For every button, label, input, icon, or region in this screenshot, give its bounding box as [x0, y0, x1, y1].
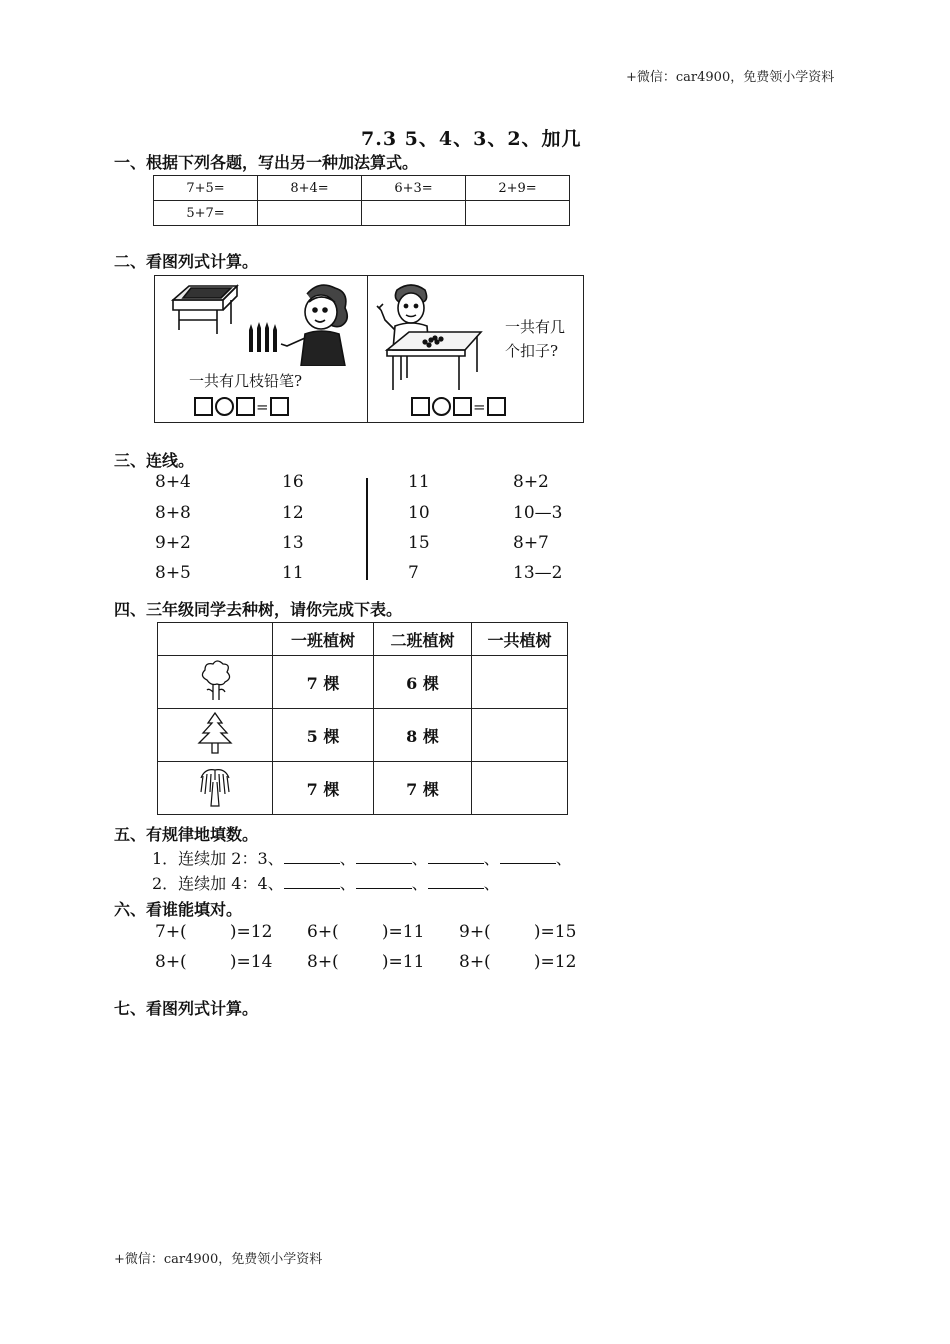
- table-header-row: [158, 623, 568, 656]
- tree-cell: [158, 656, 273, 709]
- desk-icon: [173, 286, 237, 334]
- sequence-line-1: [152, 846, 572, 869]
- picture-problem-box: [154, 275, 584, 423]
- header-cell: [158, 623, 273, 656]
- matching-item[interactable]: 7: [408, 563, 419, 583]
- table-cell: 7 棵: [273, 762, 374, 815]
- matching-item[interactable]: 8+7: [513, 533, 549, 553]
- section-7-heading: 七、看图列式计算。: [114, 999, 259, 1018]
- table-row: [158, 762, 568, 815]
- matching-item[interactable]: 8+8: [155, 503, 191, 523]
- answer-box[interactable]: [487, 397, 506, 416]
- watermark-top: +微信：car4900，免费领小学资料: [626, 70, 835, 85]
- equals-sign: =: [473, 397, 486, 416]
- table-cell: 5+7=: [154, 201, 258, 226]
- matching-item[interactable]: 10: [408, 503, 430, 523]
- table-row: [158, 656, 568, 709]
- matching-item[interactable]: 10—3: [513, 503, 563, 523]
- sequence-label: 2．连续加 4：4、: [152, 874, 284, 893]
- header-cell: 一班植树: [273, 623, 374, 656]
- fill-blank[interactable]: [356, 874, 412, 889]
- fill-equation[interactable]: 8+( )=12: [459, 952, 577, 972]
- matching-item[interactable]: 11: [282, 563, 304, 583]
- matching-item[interactable]: 13: [282, 533, 304, 553]
- addition-table: [153, 175, 570, 226]
- table-cell: 6+3=: [362, 176, 466, 201]
- fill-equation[interactable]: 8+( )=11: [307, 952, 425, 972]
- matching-item[interactable]: 8+5: [155, 563, 191, 583]
- fill-equation[interactable]: 8+( )=14: [155, 952, 273, 972]
- matching-item[interactable]: 11: [408, 472, 430, 492]
- answer-cell[interactable]: [472, 762, 568, 815]
- header-cell: 一共植树: [472, 623, 568, 656]
- answer-box[interactable]: [194, 397, 213, 416]
- sequence-line-2: [152, 871, 500, 894]
- table-cell: 8 棵: [374, 709, 472, 762]
- section-1-heading: 一、根据下列各题，写出另一种加法算式。: [114, 153, 419, 172]
- grandma-buttons-picture: [373, 280, 493, 392]
- desk-pencils-girl-picture: [169, 280, 359, 366]
- section-5-heading: 五、有规律地填数。: [114, 825, 259, 844]
- table-cell: 7+5=: [154, 176, 258, 201]
- answer-cell[interactable]: [472, 709, 568, 762]
- matching-divider: [366, 478, 368, 580]
- answer-box[interactable]: [236, 397, 255, 416]
- fill-blank[interactable]: [356, 849, 412, 864]
- table-cell: 7 棵: [273, 656, 374, 709]
- table-row: [158, 709, 568, 762]
- page-title: 7.3 5、4、3、2、加几: [361, 128, 582, 150]
- matching-item[interactable]: 8+2: [513, 472, 549, 492]
- pencils-icon: [249, 322, 277, 352]
- round-tree-icon: [193, 658, 237, 702]
- girl-icon: [281, 285, 347, 366]
- section-4-heading: 四、三年级同学去种树，请你完成下表。: [114, 600, 403, 619]
- fill-blank[interactable]: [428, 874, 484, 889]
- table-row: [154, 201, 570, 226]
- fill-equation[interactable]: 9+( )=15: [459, 922, 577, 942]
- sequence-label: 1．连续加 2：3、: [152, 849, 284, 868]
- separator: 、: [411, 849, 428, 868]
- tree-cell: [158, 762, 273, 815]
- section-6-heading: 六、看谁能填对。: [114, 900, 243, 919]
- matching-item[interactable]: 9+2: [155, 533, 191, 553]
- separator: 、: [339, 874, 356, 893]
- willow-tree-icon: [193, 764, 237, 808]
- operator-circle[interactable]: [432, 397, 451, 416]
- table-cell: 6 棵: [374, 656, 472, 709]
- table-cell: 7 棵: [374, 762, 472, 815]
- answer-cell[interactable]: [362, 201, 466, 226]
- fill-blank[interactable]: [284, 874, 340, 889]
- answer-cell[interactable]: [466, 201, 570, 226]
- table-cell: 8+4=: [258, 176, 362, 201]
- table-row: [154, 176, 570, 201]
- table-cell: 5 棵: [273, 709, 374, 762]
- left-question: 一共有几枝铅笔?: [189, 372, 303, 390]
- separator: 、: [483, 849, 500, 868]
- fill-blank[interactable]: [500, 849, 556, 864]
- matching-item[interactable]: 12: [282, 503, 304, 523]
- separator: 、: [555, 849, 572, 868]
- separator: 、: [411, 874, 428, 893]
- matching-item[interactable]: 8+4: [155, 472, 191, 492]
- answer-box[interactable]: [270, 397, 289, 416]
- fill-equation[interactable]: 7+( )=12: [155, 922, 273, 942]
- matching-item[interactable]: 13—2: [513, 563, 563, 583]
- section-3-heading: 三、连线。: [114, 451, 195, 470]
- fill-blank[interactable]: [428, 849, 484, 864]
- section-2-heading: 二、看图列式计算。: [114, 252, 259, 271]
- watermark-bottom: +微信：car4900，免费领小学资料: [114, 1252, 323, 1267]
- operator-circle[interactable]: [215, 397, 234, 416]
- fill-blank[interactable]: [284, 849, 340, 864]
- separator: 、: [483, 874, 500, 893]
- pine-tree-icon: [193, 711, 237, 755]
- table-cell: 2+9=: [466, 176, 570, 201]
- matching-item[interactable]: 16: [282, 472, 304, 492]
- equals-sign: =: [256, 397, 269, 416]
- right-answer-equation: [411, 396, 506, 416]
- right-question-line1: 一共有几: [505, 318, 566, 336]
- answer-cell[interactable]: [258, 201, 362, 226]
- tree-cell: [158, 709, 273, 762]
- separator: 、: [339, 849, 356, 868]
- tree-planting-table: [157, 622, 568, 815]
- fill-equation[interactable]: 6+( )=11: [307, 922, 425, 942]
- left-answer-equation: [194, 396, 289, 416]
- answer-cell[interactable]: [472, 656, 568, 709]
- right-question-line2: 个扣子?: [505, 342, 559, 360]
- answer-box[interactable]: [453, 397, 472, 416]
- answer-box[interactable]: [411, 397, 430, 416]
- picture-divider: [367, 276, 368, 422]
- table-icon: [387, 332, 481, 390]
- matching-item[interactable]: 15: [408, 533, 430, 553]
- header-cell: 二班植树: [374, 623, 472, 656]
